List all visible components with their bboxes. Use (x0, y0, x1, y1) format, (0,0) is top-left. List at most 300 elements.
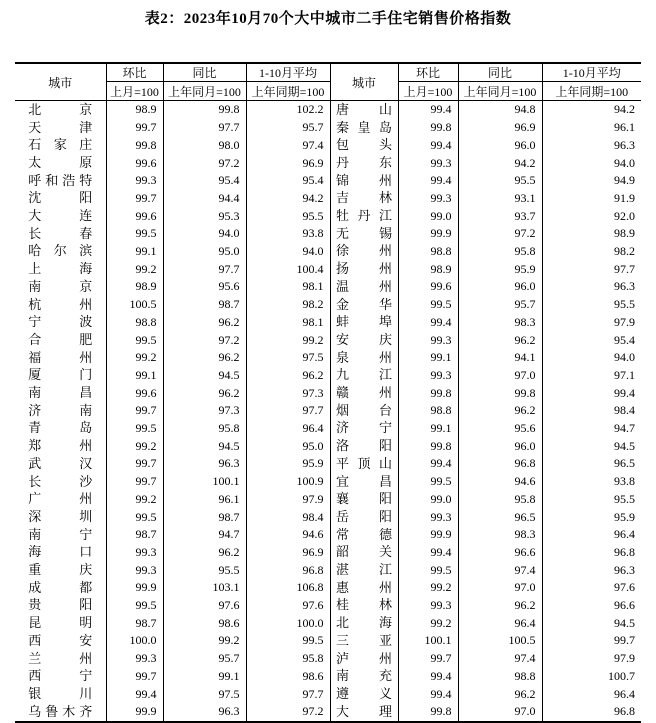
city-name: 平顶山 (336, 455, 392, 471)
header-yoy-right: 同比 (458, 63, 542, 82)
avg-value: 95.9 (246, 455, 330, 473)
table-row (15, 331, 641, 349)
yoy-value: 94.0 (163, 225, 246, 243)
city-name: 遵义 (336, 686, 392, 701)
yoy-value: 95.5 (458, 172, 542, 190)
city-cell (330, 703, 398, 722)
city-name: 惠州 (336, 579, 392, 595)
avg-value: 98.6 (246, 668, 330, 686)
city-name: 济南 (28, 402, 93, 418)
avg-value: 97.9 (614, 651, 635, 666)
avg-value: 96.9 (246, 154, 330, 172)
yoy-value: 96.3 (163, 703, 246, 722)
city-name: 北海 (336, 615, 392, 631)
yoy-value: 97.7 (163, 260, 246, 278)
avg-value: 97.7 (246, 685, 330, 703)
city-cell (15, 668, 106, 686)
avg-value: 96.1 (614, 120, 635, 135)
city-name: 安庆 (336, 331, 392, 347)
city-name: 南京 (28, 278, 93, 294)
yoy-value: 95.7 (458, 296, 542, 314)
city-cell (330, 544, 398, 562)
yoy-value: 98.6 (163, 614, 246, 632)
city-name: 洛阳 (336, 438, 392, 454)
yoy-value: 93.7 (458, 207, 542, 225)
table-row (15, 650, 641, 668)
yoy-value: 94.7 (163, 526, 246, 544)
city-name: 济宁 (336, 420, 392, 436)
table-row (15, 685, 641, 703)
mom-value: 99.2 (106, 437, 163, 455)
table-row (15, 473, 641, 491)
mom-value: 99.9 (106, 579, 163, 597)
table-row (15, 136, 641, 154)
mom-value: 99.9 (398, 526, 458, 544)
city-cell (15, 154, 106, 172)
avg-value: 96.3 (614, 137, 635, 152)
city-cell (330, 278, 398, 296)
yoy-value: 94.5 (163, 367, 246, 385)
avg-value: 96.9 (246, 544, 330, 562)
yoy-value: 97.7 (163, 119, 246, 137)
city-cell (15, 349, 106, 367)
avg-value: 100.4 (246, 260, 330, 278)
city-name: 兰州 (28, 650, 93, 666)
yoy-value: 97.0 (458, 367, 542, 385)
mom-value: 99.3 (398, 508, 458, 526)
yoy-value: 96.6 (458, 544, 542, 562)
table-row (15, 190, 641, 208)
yoy-value: 95.8 (458, 243, 542, 261)
city-name: 桂林 (336, 597, 392, 613)
mom-value: 99.7 (106, 473, 163, 491)
yoy-value: 98.0 (163, 136, 246, 154)
avg-value: 99.2 (246, 331, 330, 349)
avg-value: 95.4 (614, 332, 635, 347)
city-name: 宁波 (28, 314, 93, 330)
mom-value: 99.3 (398, 331, 458, 349)
yoy-value: 97.5 (163, 685, 246, 703)
mom-value: 99.8 (398, 384, 458, 402)
yoy-value: 96.3 (163, 455, 246, 473)
mom-value: 99.7 (106, 455, 163, 473)
yoy-value: 97.2 (163, 331, 246, 349)
city-cell (15, 544, 106, 562)
table-row (15, 154, 641, 172)
city-cell (330, 473, 398, 491)
mom-value: 99.4 (398, 544, 458, 562)
city-cell (15, 455, 106, 473)
yoy-value: 93.1 (458, 190, 542, 208)
avg-value: 99.5 (246, 632, 330, 650)
mom-value: 99.5 (106, 225, 163, 243)
mom-value: 99.8 (398, 703, 458, 722)
yoy-value: 97.4 (458, 561, 542, 579)
mom-value: 99.4 (398, 172, 458, 190)
yoy-value: 94.2 (458, 154, 542, 172)
mom-value: 99.1 (106, 243, 163, 261)
avg-value: 97.3 (246, 384, 330, 402)
mom-value: 100.5 (106, 296, 163, 314)
header-mom-right: 环比 (398, 63, 458, 82)
city-cell (15, 614, 106, 632)
yoy-value: 94.8 (458, 101, 542, 119)
table-row (15, 349, 641, 367)
header-row-base (15, 82, 641, 101)
yoy-value: 96.2 (458, 597, 542, 615)
table-row (15, 614, 641, 632)
yoy-value: 98.3 (458, 526, 542, 544)
avg-value: 94.0 (614, 155, 635, 170)
avg-value: 99.7 (614, 633, 635, 648)
city-cell (330, 119, 398, 137)
city-cell (330, 579, 398, 597)
yoy-value: 96.2 (163, 544, 246, 562)
avg-value: 94.2 (614, 102, 635, 117)
city-name: 银川 (28, 686, 93, 701)
header-mom-base-left: 上月=100 (106, 82, 163, 101)
city-cell (15, 685, 106, 703)
mom-value: 99.2 (106, 260, 163, 278)
city-cell (330, 349, 398, 367)
yoy-value: 100.1 (163, 473, 246, 491)
city-name: 武汉 (28, 455, 93, 471)
mom-value: 99.6 (106, 384, 163, 402)
city-cell (15, 243, 106, 261)
mom-value: 99.5 (398, 473, 458, 491)
yoy-value: 95.6 (458, 420, 542, 438)
avg-value: 97.6 (614, 580, 635, 595)
yoy-value: 100.5 (458, 632, 542, 650)
yoy-value: 97.3 (163, 402, 246, 420)
avg-value: 94.5 (614, 615, 635, 630)
city-name: 福州 (28, 349, 93, 365)
city-name: 大理 (336, 703, 392, 719)
mom-value: 99.7 (106, 668, 163, 686)
city-name: 常德 (336, 526, 392, 542)
avg-value: 94.6 (246, 526, 330, 544)
mom-value: 99.4 (398, 101, 458, 119)
avg-value: 93.8 (614, 474, 635, 489)
page-title: 表2：2023年10月70个大中城市二手住宅销售价格指数 (144, 11, 512, 27)
table-row (15, 225, 641, 243)
mom-value: 99.4 (398, 136, 458, 154)
avg-value: 92.0 (614, 208, 635, 223)
table-body (15, 101, 641, 722)
city-cell (330, 313, 398, 331)
mom-value: 99.4 (398, 685, 458, 703)
mom-value: 99.4 (398, 455, 458, 473)
mom-value: 98.7 (106, 526, 163, 544)
yoy-value: 97.0 (458, 703, 542, 722)
avg-value: 96.3 (614, 279, 635, 294)
yoy-value: 98.7 (163, 296, 246, 314)
mom-value: 99.3 (106, 561, 163, 579)
mom-value: 99.5 (106, 597, 163, 615)
yoy-value: 95.4 (163, 172, 246, 190)
avg-value: 96.2 (246, 367, 330, 385)
city-name: 金华 (336, 296, 392, 312)
avg-value: 100.0 (246, 614, 330, 632)
yoy-value: 96.4 (458, 614, 542, 632)
city-name: 泉州 (336, 349, 392, 365)
city-name: 锦州 (336, 172, 392, 188)
table-row (15, 455, 641, 473)
city-name: 长春 (28, 225, 93, 241)
table-row (15, 561, 641, 579)
avg-value: 95.5 (246, 207, 330, 225)
mom-value: 98.7 (106, 614, 163, 632)
avg-value: 94.0 (246, 243, 330, 261)
city-cell (15, 190, 106, 208)
city-cell (330, 190, 398, 208)
mom-value: 99.5 (106, 420, 163, 438)
city-name: 泸州 (336, 650, 392, 666)
mom-value: 99.3 (398, 154, 458, 172)
city-cell (15, 384, 106, 402)
city-name: 烟台 (336, 402, 392, 418)
yoy-value: 96.0 (458, 278, 542, 296)
city-cell (330, 455, 398, 473)
mom-value: 99.9 (106, 703, 163, 722)
yoy-value: 95.5 (163, 561, 246, 579)
avg-value: 96.8 (246, 561, 330, 579)
city-name: 包头 (336, 137, 392, 153)
mom-value: 99.2 (398, 579, 458, 597)
avg-value: 95.5 (614, 297, 635, 312)
mom-value: 99.3 (398, 367, 458, 385)
table-row (15, 597, 641, 615)
avg-value: 95.7 (246, 119, 330, 137)
avg-value: 93.8 (246, 225, 330, 243)
mom-value: 99.2 (398, 614, 458, 632)
avg-value: 98.4 (246, 508, 330, 526)
avg-value: 95.4 (246, 172, 330, 190)
header-yoy-base-right: 上年同月=100 (458, 82, 542, 101)
city-name: 秦皇岛 (336, 119, 392, 135)
yoy-value: 99.8 (458, 384, 542, 402)
table-row (15, 668, 641, 686)
yoy-value: 95.3 (163, 207, 246, 225)
city-name: 厦门 (28, 367, 93, 383)
city-name: 呼和浩特 (28, 172, 93, 188)
avg-value: 96.4 (246, 420, 330, 438)
yoy-value: 96.9 (458, 119, 542, 137)
city-cell (330, 420, 398, 438)
city-cell (15, 119, 106, 137)
city-name: 长沙 (28, 473, 93, 489)
city-name: 宜昌 (336, 473, 392, 489)
avg-value: 97.7 (614, 261, 635, 276)
mom-value: 100.0 (106, 632, 163, 650)
mom-value: 99.5 (398, 561, 458, 579)
city-cell (330, 685, 398, 703)
mom-value: 99.6 (106, 154, 163, 172)
city-cell (330, 402, 398, 420)
city-name: 襄阳 (336, 491, 392, 507)
avg-value: 98.9 (614, 226, 635, 241)
table-row (15, 579, 641, 597)
city-cell (330, 632, 398, 650)
city-cell (330, 650, 398, 668)
city-name: 南充 (336, 668, 392, 684)
mom-value: 98.8 (106, 313, 163, 331)
city-name: 北京 (28, 101, 93, 117)
yoy-value: 95.6 (163, 278, 246, 296)
city-cell (330, 490, 398, 508)
yoy-value: 94.1 (458, 349, 542, 367)
city-name: 赣州 (336, 385, 392, 401)
table-row (15, 313, 641, 331)
header-avg-base-left: 上年同期=100 (246, 82, 330, 101)
city-name: 重庆 (28, 562, 93, 578)
city-name: 扬州 (336, 261, 392, 277)
yoy-value: 97.2 (163, 154, 246, 172)
city-name: 太原 (28, 154, 93, 170)
mom-value: 99.3 (106, 172, 163, 190)
yoy-value: 95.7 (163, 650, 246, 668)
mom-value: 99.8 (398, 119, 458, 137)
table-row (15, 508, 641, 526)
avg-value: 96.4 (614, 527, 635, 542)
city-cell (15, 278, 106, 296)
avg-value: 99.4 (614, 385, 635, 400)
city-name: 牡丹江 (336, 208, 392, 224)
avg-value: 100.7 (608, 668, 635, 683)
mom-value: 99.5 (106, 508, 163, 526)
mom-value: 99.3 (398, 597, 458, 615)
mom-value: 98.8 (398, 402, 458, 420)
yoy-value: 98.3 (458, 313, 542, 331)
avg-value: 106.8 (246, 579, 330, 597)
city-cell (330, 225, 398, 243)
avg-value: 98.2 (614, 244, 635, 259)
mom-value: 99.8 (106, 136, 163, 154)
yoy-value: 96.2 (163, 384, 246, 402)
avg-value: 95.5 (614, 491, 635, 506)
mom-value: 99.5 (106, 331, 163, 349)
city-name: 唐山 (336, 101, 392, 117)
city-cell (15, 101, 106, 119)
city-cell (15, 490, 106, 508)
city-name: 西宁 (28, 668, 93, 684)
yoy-value: 96.2 (163, 313, 246, 331)
header-avg-base-right: 上年同期=100 (542, 82, 641, 101)
yoy-value: 94.4 (163, 190, 246, 208)
mom-value: 99.7 (106, 402, 163, 420)
avg-value: 97.1 (614, 367, 635, 382)
city-cell (15, 207, 106, 225)
city-name: 哈尔滨 (28, 243, 93, 259)
city-cell (330, 437, 398, 455)
table-row (15, 172, 641, 190)
yoy-value: 96.1 (163, 490, 246, 508)
city-name: 吉林 (336, 190, 392, 206)
avg-value: 98.1 (246, 313, 330, 331)
city-cell (330, 508, 398, 526)
yoy-value: 97.4 (458, 650, 542, 668)
mom-value: 99.3 (106, 544, 163, 562)
yoy-value: 96.2 (458, 331, 542, 349)
mom-value: 99.4 (398, 313, 458, 331)
yoy-value: 97.2 (458, 225, 542, 243)
header-row-main (15, 63, 641, 82)
city-cell (15, 632, 106, 650)
yoy-value: 96.8 (458, 455, 542, 473)
city-name: 上海 (28, 261, 93, 277)
yoy-value: 99.1 (163, 668, 246, 686)
yoy-value: 96.2 (458, 402, 542, 420)
yoy-value: 99.8 (163, 101, 246, 119)
city-cell (15, 561, 106, 579)
city-name: 青岛 (28, 420, 93, 436)
header-yoy-base-left: 上年同月=100 (163, 82, 246, 101)
yoy-value: 97.0 (458, 579, 542, 597)
avg-value: 97.9 (614, 314, 635, 329)
avg-value: 96.5 (614, 456, 635, 471)
avg-value: 98.4 (614, 403, 635, 418)
table-row (15, 490, 641, 508)
avg-value: 95.9 (614, 509, 635, 524)
city-cell (330, 668, 398, 686)
city-name: 郑州 (28, 438, 93, 454)
table-row (15, 437, 641, 455)
yoy-value: 96.2 (458, 685, 542, 703)
mom-value: 99.1 (398, 420, 458, 438)
table-row (15, 632, 641, 650)
avg-value: 91.9 (614, 190, 635, 205)
city-cell (330, 561, 398, 579)
table-row (15, 703, 641, 722)
table-header (15, 63, 641, 101)
city-name: 合肥 (28, 331, 93, 347)
city-name: 南昌 (28, 385, 93, 401)
avg-value: 96.8 (614, 704, 635, 719)
price-index-table (15, 62, 641, 723)
yoy-value: 98.7 (163, 508, 246, 526)
mom-value: 99.6 (106, 207, 163, 225)
yoy-value: 96.0 (458, 136, 542, 154)
avg-value: 95.8 (246, 650, 330, 668)
city-name: 三亚 (336, 632, 392, 648)
mom-value: 99.6 (398, 278, 458, 296)
yoy-value: 98.8 (458, 668, 542, 686)
avg-value: 94.2 (246, 190, 330, 208)
city-cell (330, 172, 398, 190)
city-cell (15, 331, 106, 349)
avg-value: 94.5 (614, 438, 635, 453)
city-cell (330, 243, 398, 261)
city-name: 韶关 (336, 544, 392, 560)
city-cell (15, 136, 106, 154)
city-cell (330, 597, 398, 615)
avg-value: 98.1 (246, 278, 330, 296)
city-name: 天津 (28, 119, 93, 135)
city-cell (330, 384, 398, 402)
city-cell (15, 597, 106, 615)
avg-value: 96.3 (614, 562, 635, 577)
header-avg-left: 1-10月平均 (246, 63, 330, 82)
mom-value: 99.1 (106, 367, 163, 385)
city-name: 岳阳 (336, 508, 392, 524)
city-name: 深圳 (28, 508, 93, 524)
mom-value: 100.1 (398, 632, 458, 650)
mom-value: 99.4 (106, 685, 163, 703)
mom-value: 99.1 (398, 349, 458, 367)
city-cell (330, 260, 398, 278)
yoy-value: 96.2 (163, 349, 246, 367)
yoy-value: 94.6 (458, 473, 542, 491)
